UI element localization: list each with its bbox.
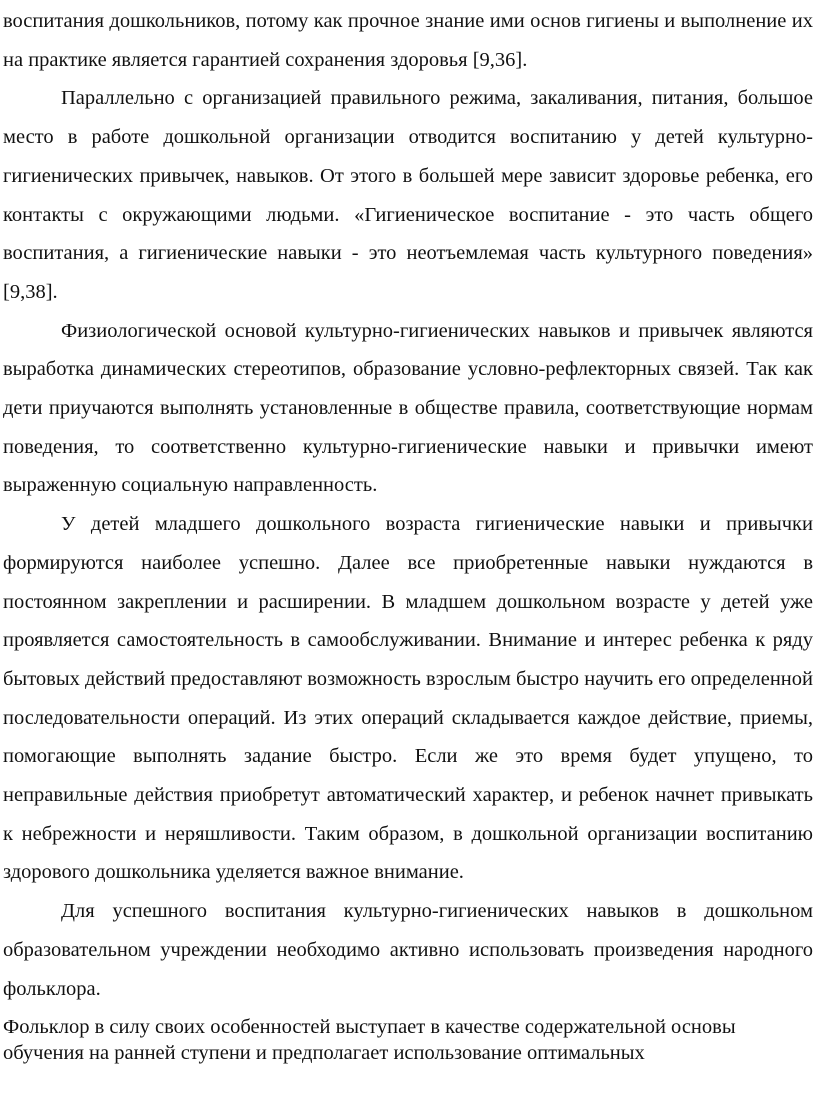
paragraph-physiological-basis: Физиологической основой культурно-гигиенических навыков и привычек являются выработка динамических стереотипов, образование условно-рефлекторных связей. Так как дети приучаются выполнять установленные в обществе правила, соответствующие нормам поведения, то соответственно культурно-гигиенические навыки и привычки имеют выраженную социальную направленность. (3, 319, 813, 497)
paragraph-folklore-features: Фольклор в силу своих особенностей выступает в качестве содержательной основы обучения на ранней ступени и предполагает использование оптимальных (3, 1016, 736, 1065)
paragraph-hygiene-upbringing: Параллельно с организацией правильного режима, закаливания, питания, большое место в работе дошкольной организации отводится воспитанию у детей культурно-гигиенических привычек, навыков. От этого в большей мере зависит здоровье ребенка, его контакты с окружающими людьми. «Гигиеническое воспитание - это часть общего воспитания, а гигиенические навыки - это неотъемлемая часть культурного поведения» [9,38]. (3, 87, 813, 303)
paragraph-younger-preschool-age: У детей младшего дошкольного возраста гигиенические навыки и привычки формируются наиболее успешно. Далее все приобретенные навыки нуждаются в постоянном закреплении и расширении. В младшем дошкольном возрасте у детей уже проявляется самостоятельность в самообслуживании. Внимание и интерес ребенка к ряду бытовых действий предоставляют возможность взрослым быстро научить его определенной последовательности операций. Из этих операций складывается каждое действие, приемы, помогающие выполнять задание быстро. Если же это время будет упущено, то неправильные действия приобретут автоматический характер, и ребенок начнет привыкать к небрежности и неряшливости. Таким образом, в дошкольной организации воспитанию здорового дошкольника уделяется важное внимание. (3, 513, 813, 884)
paragraph-continuation: воспитания дошкольников, потому как прочное знание ими основ гигиены и выполнение их на практике является гарантией сохранения здоровья [9,36]. (3, 10, 813, 71)
paragraph-folklore-usage: Для успешного воспитания культурно-гигиенических навыков в дошкольном образовательном учреждении необходимо активно использовать произведения народного фольклора. (3, 900, 813, 1000)
